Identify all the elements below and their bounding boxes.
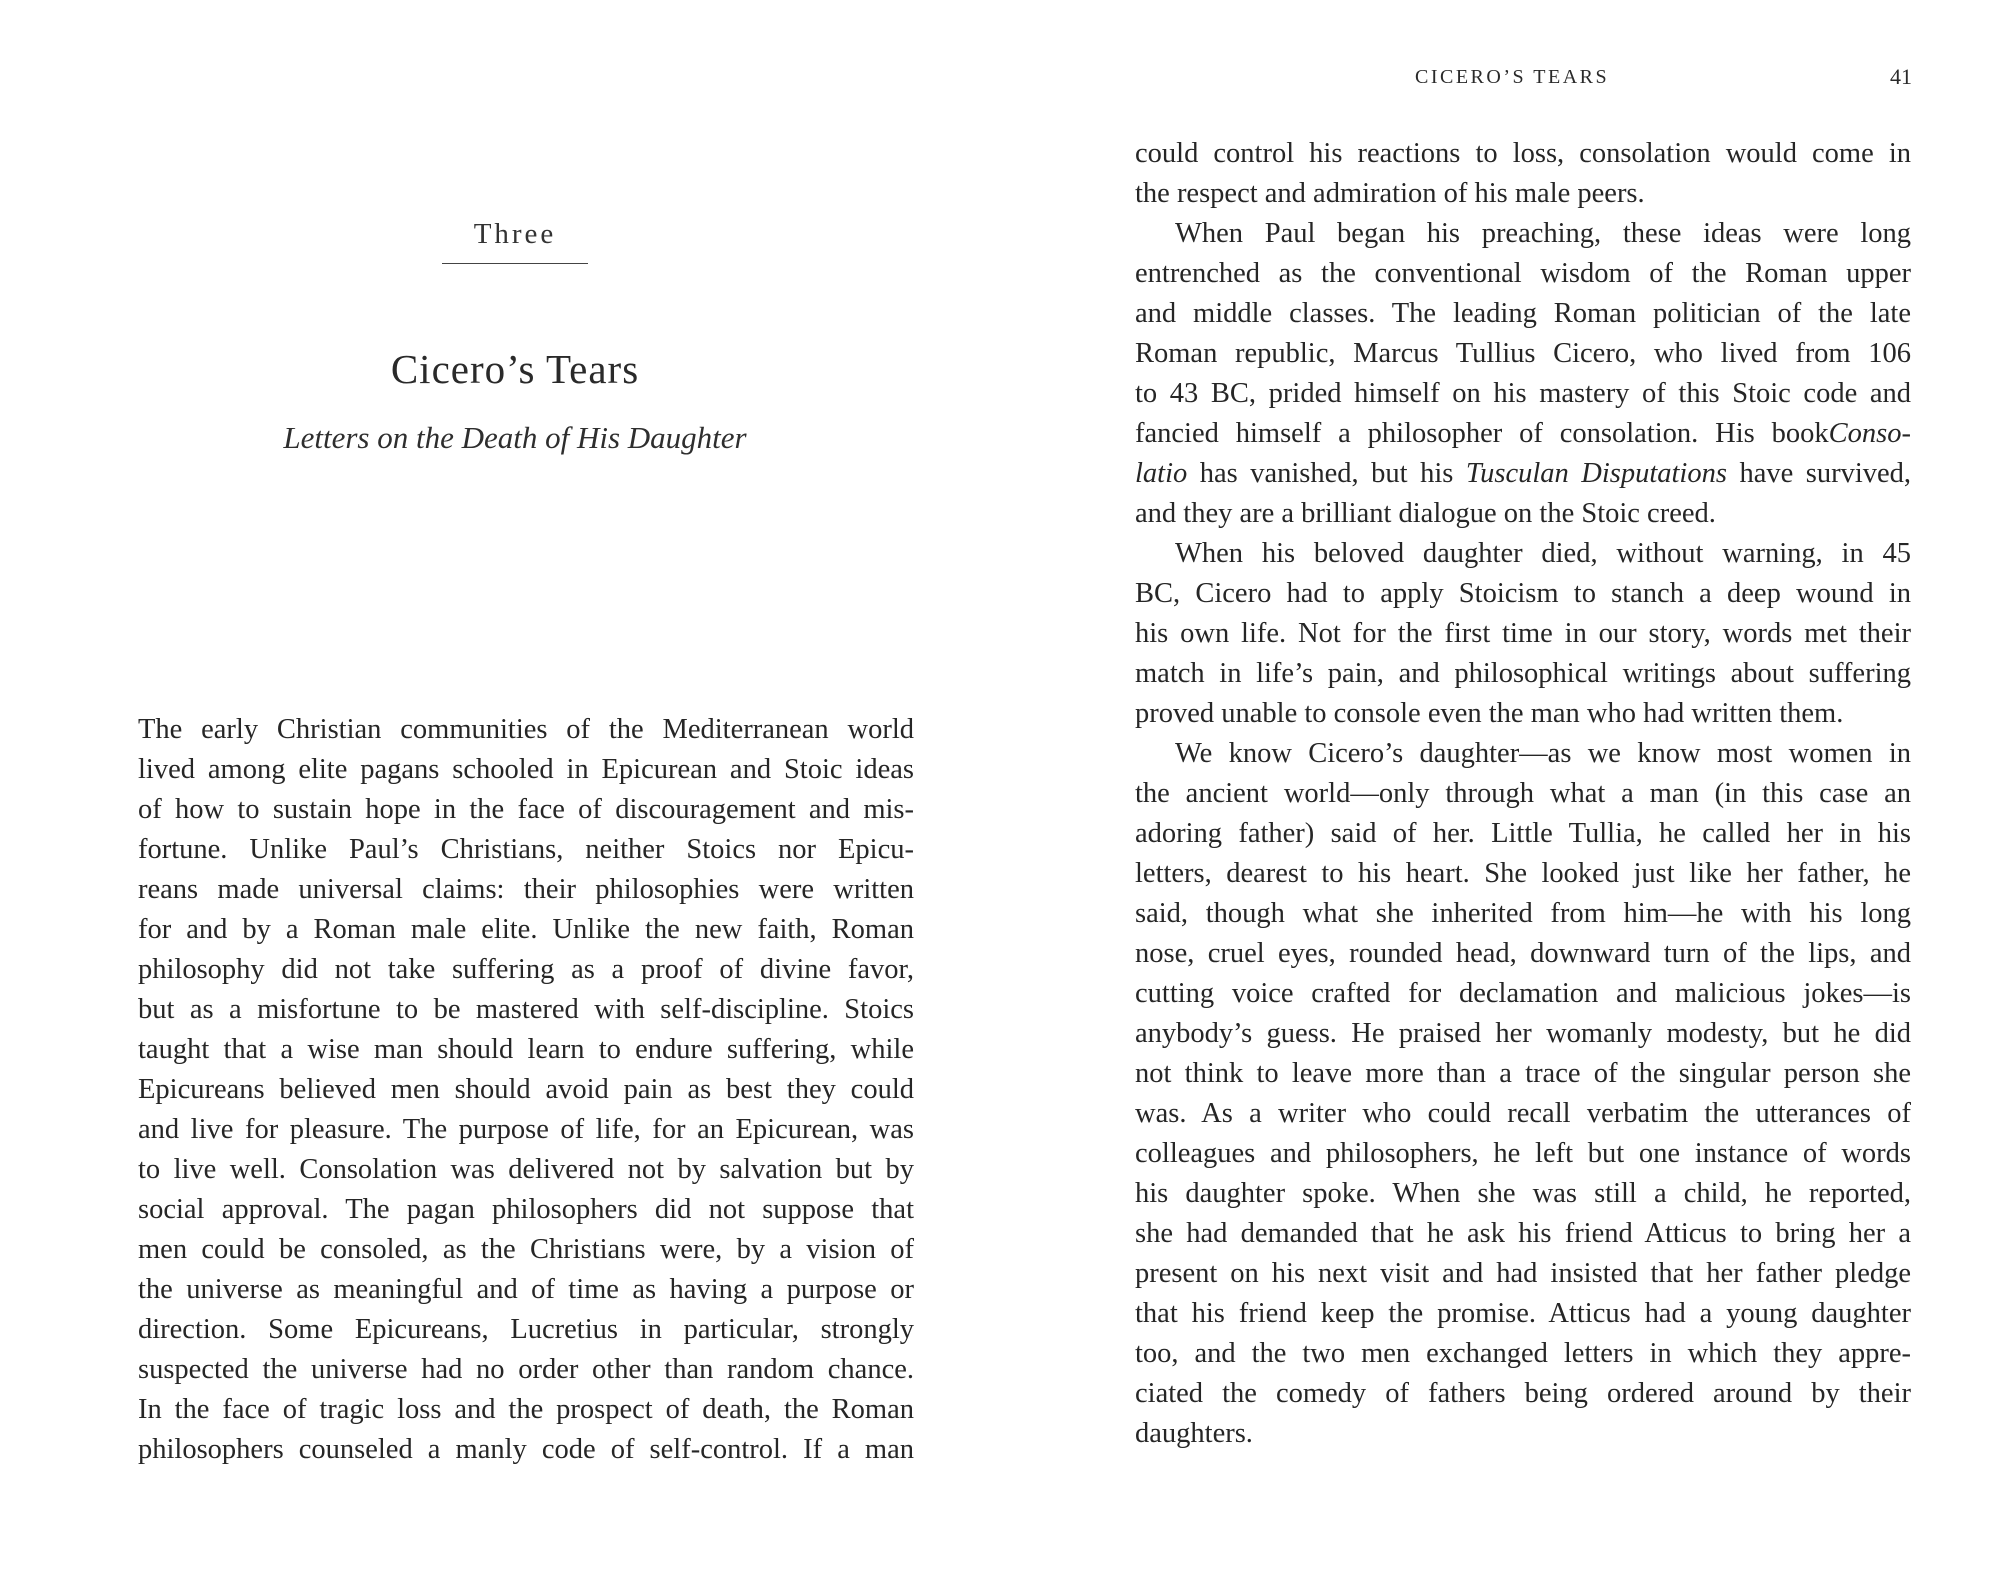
text-line	[1135, 1374, 1911, 1414]
text-run: entrenched as the conventional wisdom of the Roman upper	[1135, 258, 1911, 289]
text-line	[1135, 494, 1911, 534]
italic-text: latio	[1135, 458, 1188, 489]
text-line	[1135, 454, 1911, 494]
text-line: suspected the universe had no order other than random chance.	[138, 1354, 914, 1385]
text-line: reans made universal claims: their philosophies were written	[138, 874, 914, 905]
text-run: BC, Cicero had to apply Stoicism to stanch a deep wound in	[1135, 578, 1911, 609]
text-line	[1135, 534, 1911, 574]
text-line	[1135, 1134, 1911, 1174]
right-page	[1000, 0, 2000, 1572]
text-run: not think to leave more than a trace of the singular person she	[1135, 1058, 1911, 1089]
text-run: the ancient world—only through what a man (in this case an	[1135, 778, 1911, 809]
text-line	[1135, 294, 1911, 334]
text-line: but as a misfortune to be mastered with self-discipline. Stoics	[138, 994, 914, 1025]
text-run: anybody’s guess. He praised her womanly modesty, but he did	[1135, 1018, 1911, 1049]
text-run: Roman republic, Marcus Tullius Cicero, who lived from 106	[1135, 338, 1911, 369]
text-line	[1135, 1014, 1911, 1054]
text-run: letters, dearest to his heart. She looked just like her father, he	[1135, 858, 1911, 889]
text-line	[1135, 1254, 1911, 1294]
left-body-text	[138, 710, 914, 1470]
text-run: adoring father) said of her. Little Tullia, he called her in his	[1135, 818, 1911, 849]
text-run: that his friend keep the promise. Atticus had a young daughter	[1135, 1298, 1911, 1329]
text-line	[1135, 1174, 1911, 1214]
text-line	[1135, 654, 1911, 694]
text-line	[1135, 854, 1911, 894]
italic-text: Conso-	[1828, 418, 1911, 449]
text-run: and middle classes. The leading Roman politician of the late	[1135, 298, 1911, 329]
text-run: cutting voice crafted for declamation and malicious jokes—is	[1135, 978, 1911, 1009]
chapter-title: Cicero’s Tears	[390, 346, 640, 392]
text-line: for and by a Roman male elite. Unlike the new faith, Roman	[138, 914, 914, 945]
text-run: proved unable to console even the man who had written them.	[1135, 698, 1844, 729]
text-run: fancied himself a philosopher of consolation. His book	[1135, 418, 1829, 449]
text-run: When his beloved daughter died, without warning, in 45	[1175, 538, 1911, 569]
text-line: and live for pleasure. The purpose of life, for an Epicurean, was	[138, 1114, 914, 1145]
text-line	[1135, 934, 1911, 974]
text-line	[1135, 614, 1911, 654]
text-line	[1135, 774, 1911, 814]
text-line	[1135, 214, 1911, 254]
text-line: social approval. The pagan philosophers did not suppose that	[138, 1194, 914, 1225]
text-run: match in life’s pain, and philosophical writings about suffering	[1135, 658, 1911, 689]
running-head: CICERO’S TEARS	[1415, 66, 1610, 88]
text-line	[1135, 734, 1911, 774]
text-line	[1135, 1294, 1911, 1334]
text-run: present on his next visit and had insisted that her father pledge	[1135, 1258, 1911, 1289]
text-line: to live well. Consolation was delivered not by salvation but by	[138, 1154, 914, 1185]
text-run: has vanished, but his	[1187, 458, 1466, 489]
text-line: The early Christian communities of the Mediterranean world	[138, 714, 914, 745]
text-line: In the face of tragic loss and the prospect of death, the Roman	[138, 1394, 914, 1425]
text-line	[1135, 1214, 1911, 1254]
text-run: ciated the comedy of fathers being ordered around by their	[1135, 1378, 1911, 1409]
text-run: colleagues and philosophers, he left but one instance of words	[1135, 1138, 1911, 1169]
text-line: the universe as meaningful and of time as having a purpose or	[138, 1274, 914, 1305]
text-line	[1135, 1414, 1911, 1454]
italic-text: Tusculan Disputations	[1465, 458, 1727, 489]
text-run: his own life. Not for the first time in our story, words met their	[1135, 618, 1911, 649]
text-run: have survived,	[1726, 458, 1911, 489]
text-run: she had demanded that he ask his friend Atticus to bring her a	[1135, 1218, 1911, 1249]
text-run: his daughter spoke. When she was still a child, he reported,	[1135, 1178, 1911, 1209]
text-line	[1135, 134, 1911, 174]
text-run: We know Cicero’s daughter—as we know most women in	[1175, 738, 1911, 769]
text-line	[1135, 334, 1911, 374]
text-line	[1135, 254, 1911, 294]
text-line	[1135, 814, 1911, 854]
page-number: 41	[1890, 64, 1912, 89]
text-line	[1135, 694, 1911, 734]
text-line: direction. Some Epicureans, Lucretius in particular, strongly	[138, 1314, 914, 1345]
text-run: to 43 BC, prided himself on his mastery of this Stoic code and	[1135, 378, 1911, 409]
text-line	[1135, 974, 1911, 1014]
text-line: taught that a wise man should learn to endure suffering, while	[138, 1034, 914, 1065]
chapter-number: Three	[473, 218, 557, 250]
text-line: Epicureans believed men should avoid pain as best they could	[138, 1074, 914, 1105]
chapter-subtitle: Letters on the Death of His Daughter	[283, 420, 747, 455]
text-line: of how to sustain hope in the face of discouragement and mis-	[138, 794, 914, 825]
text-line	[1135, 414, 1911, 454]
text-run: daughters.	[1135, 1418, 1253, 1449]
text-run: could control his reactions to loss, consolation would come in	[1135, 138, 1911, 169]
text-run: was. As a writer who could recall verbatim the utterances of	[1135, 1098, 1911, 1129]
text-line: philosophers counseled a manly code of self-control. If a man	[138, 1434, 914, 1465]
text-line: lived among elite pagans schooled in Epicurean and Stoic ideas	[138, 754, 914, 785]
right-body-text	[1135, 134, 1911, 1454]
text-line: fortune. Unlike Paul’s Christians, neither Stoics nor Epicu-	[138, 834, 914, 865]
chapter-rule	[442, 263, 588, 264]
text-line	[1135, 1094, 1911, 1134]
text-run: said, though what she inherited from him—he with his long	[1135, 898, 1911, 929]
text-line	[1135, 574, 1911, 614]
text-run: too, and the two men exchanged letters in which they appre-	[1135, 1338, 1911, 1369]
text-run: the respect and admiration of his male peers.	[1135, 178, 1645, 209]
text-line	[1135, 374, 1911, 414]
text-run: and they are a brilliant dialogue on the Stoic creed.	[1135, 498, 1716, 529]
text-line	[1135, 1334, 1911, 1374]
text-run: nose, cruel eyes, rounded head, downward turn of the lips, and	[1135, 938, 1911, 969]
text-line: men could be consoled, as the Christians were, by a vision of	[138, 1234, 914, 1265]
text-line: philosophy did not take suffering as a proof of divine favor,	[138, 954, 914, 985]
text-run: When Paul began his preaching, these ideas were long	[1175, 218, 1911, 249]
text-line	[1135, 894, 1911, 934]
text-line	[1135, 1054, 1911, 1094]
text-line	[1135, 174, 1911, 214]
